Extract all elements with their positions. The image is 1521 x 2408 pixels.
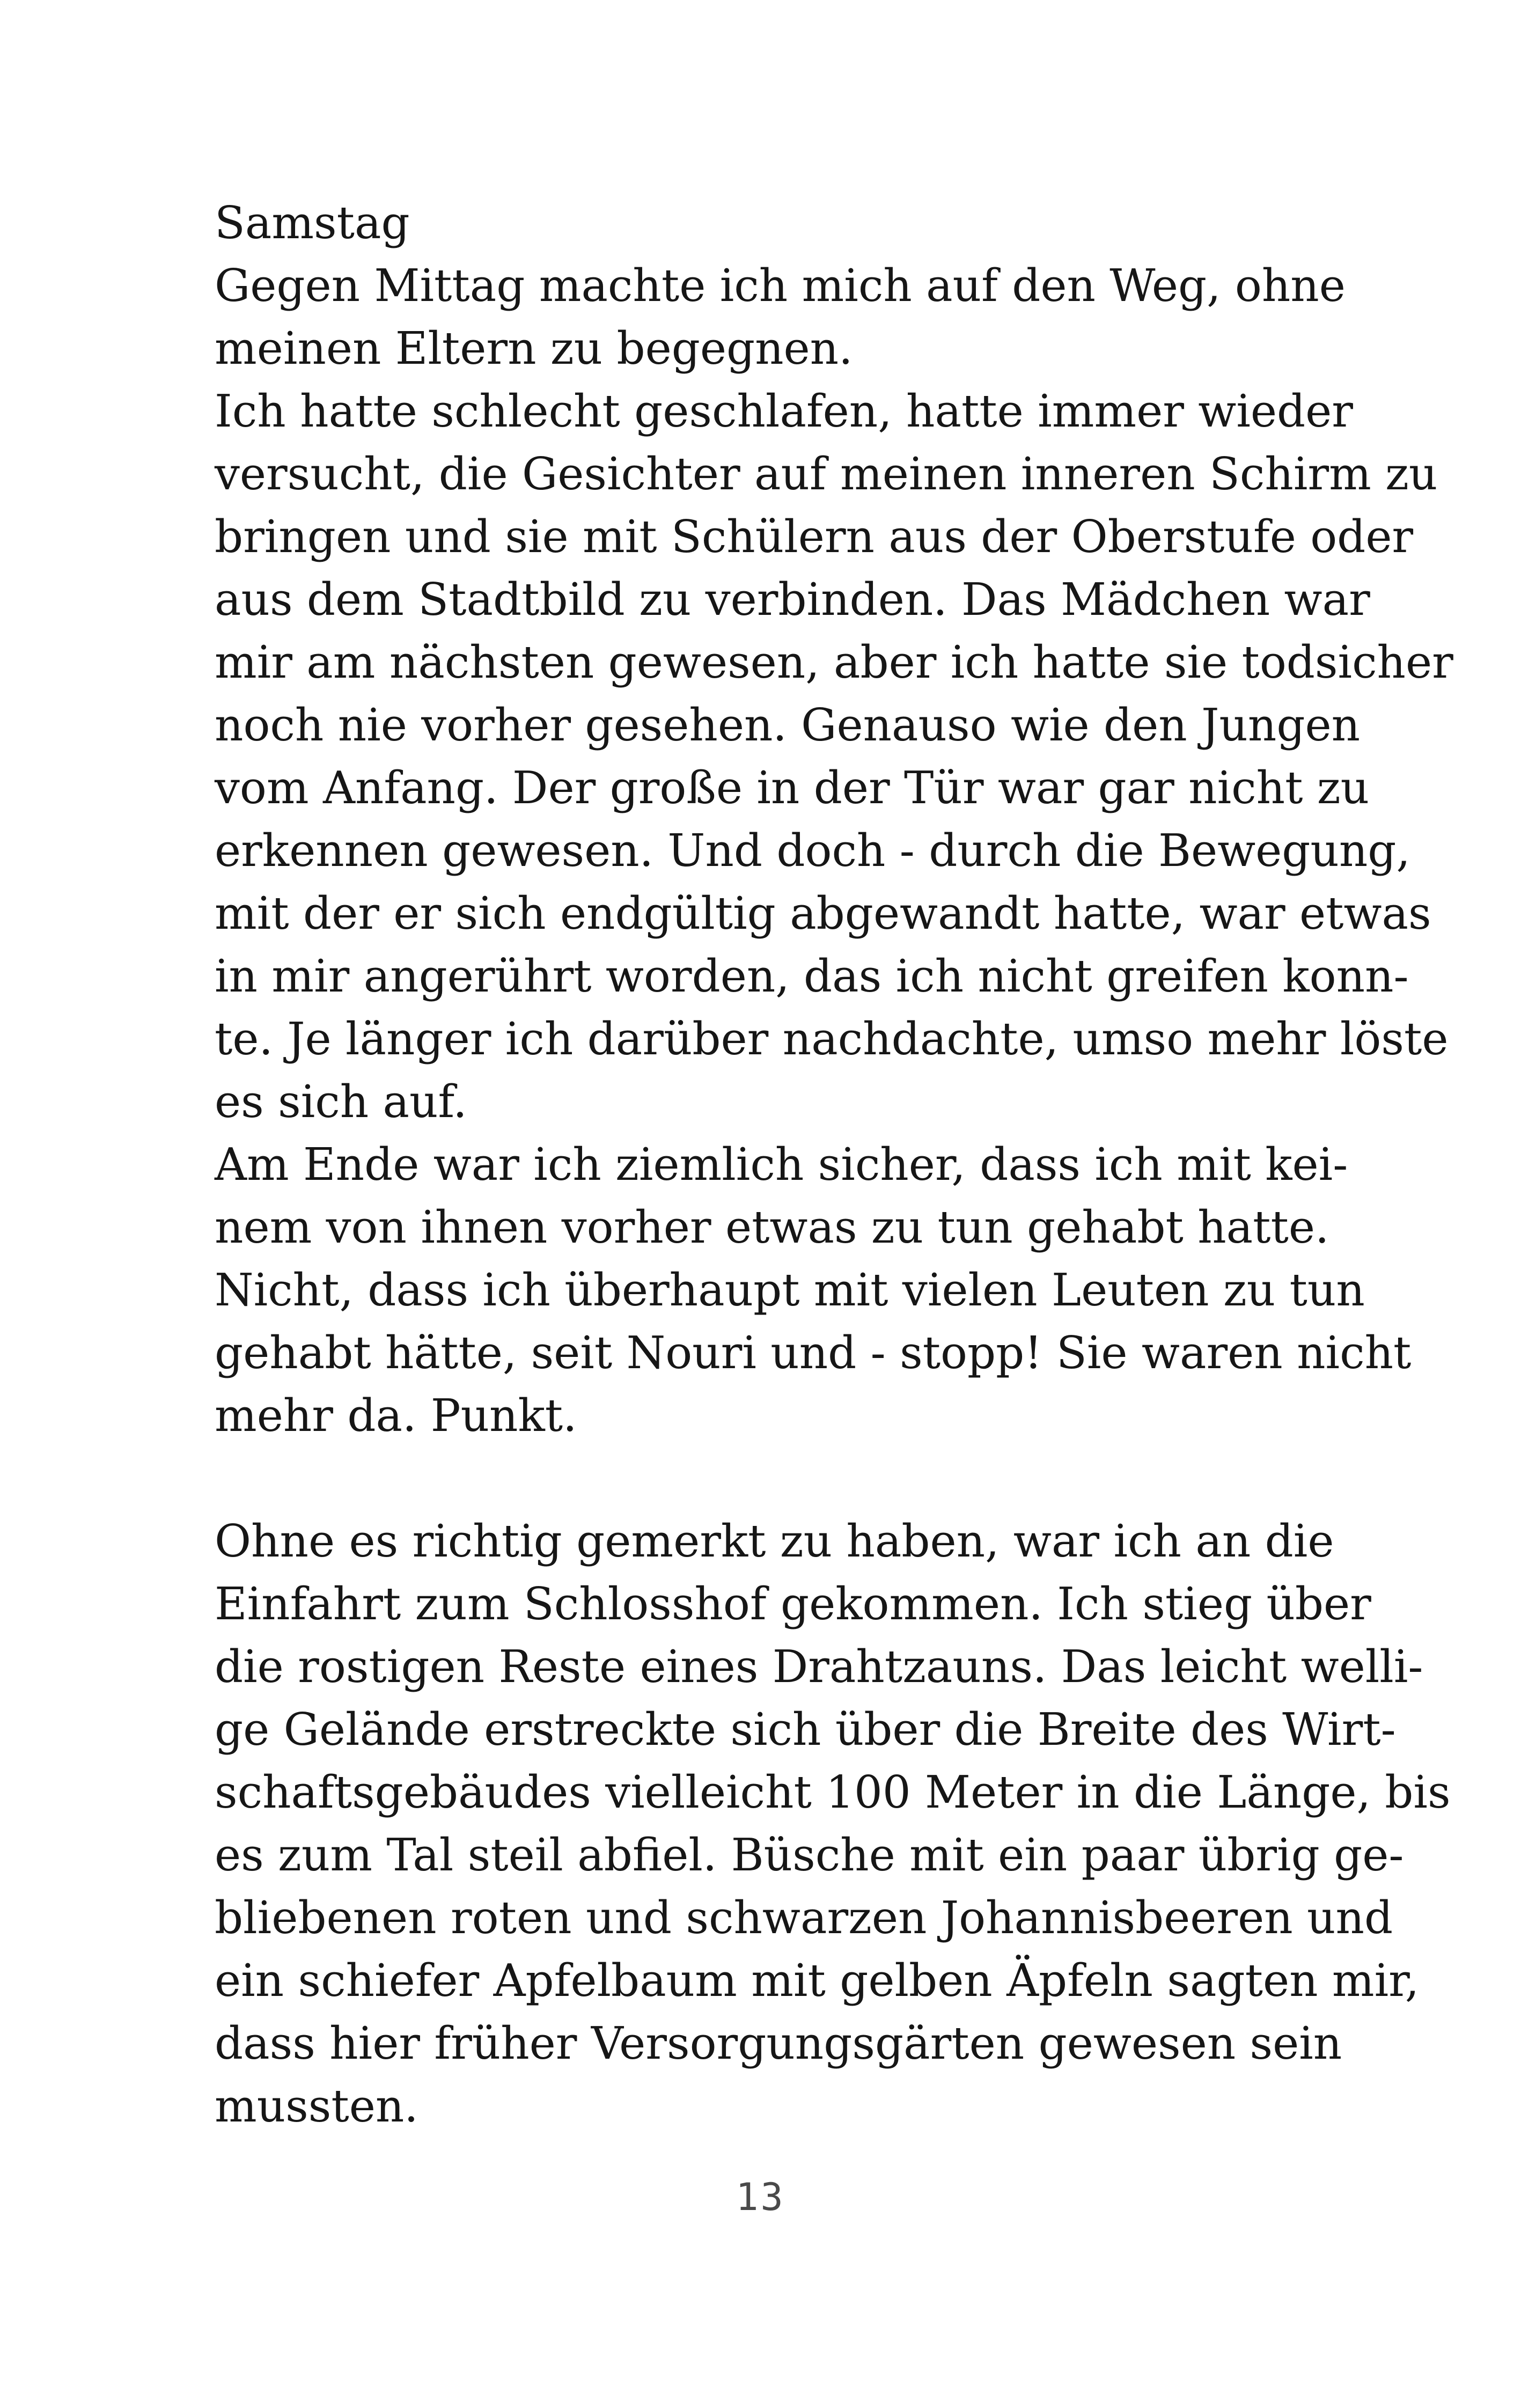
text-line: mehr da. Punkt. <box>215 1390 577 1442</box>
text-line: es zum Tal steil abfiel. Büsche mit ein paar übrig ge- <box>215 1829 1404 1881</box>
text-line: die rostigen Reste eines Drahtzauns. Das leicht welli- <box>215 1641 1423 1693</box>
text-line: mir am nächsten gewesen, aber ich hatte sie todsicher <box>215 636 1453 688</box>
paragraph-4 <box>215 1510 1451 2138</box>
text-line: Samstag <box>215 197 410 249</box>
text-line: Einfahrt zum Schlosshof gekommen. Ich stieg über <box>215 1578 1371 1630</box>
body-text <box>215 192 1453 2138</box>
text-line: Ohne es richtig gemerkt zu haben, war ich an die <box>215 1515 1334 1567</box>
text-line: versucht, die Gesichter auf meinen inneren Schirm zu <box>215 448 1438 500</box>
text-line: gehabt hätte, seit Nouri und - stopp! Sie waren nicht <box>215 1327 1412 1379</box>
text-line: te. Je länger ich darüber nachdachte, umso mehr löste <box>215 1013 1449 1065</box>
text-line: Ich hatte schlecht geschlafen, hatte immer wieder <box>215 385 1353 437</box>
text-line: ge Gelände erstreckte sich über die Breite des Wirt- <box>215 1704 1396 1756</box>
text-line: bringen und sie mit Schülern aus der Oberstufe oder <box>215 511 1414 563</box>
text-line: es sich auf. <box>215 1076 467 1128</box>
text-line: Gegen Mittag machte ich mich auf den Weg, ohne <box>215 260 1346 312</box>
text-line: vom Anfang. Der große in der Tür war gar nicht zu <box>215 762 1370 814</box>
text-line: in mir angerührt worden, das ich nicht greifen konn- <box>215 950 1409 1002</box>
paragraph-3 <box>215 1133 1412 1447</box>
text-line: erkennen gewesen. Und doch - durch die Bewegung, <box>215 825 1410 877</box>
text-line: Nicht, dass ich überhaupt mit vielen Leuten zu tun <box>215 1264 1365 1316</box>
text-line: noch nie vorher gesehen. Genauso wie den Jungen <box>215 699 1361 751</box>
text-line: meinen Eltern zu begegnen. <box>215 322 853 375</box>
paragraph-2 <box>215 380 1453 1133</box>
text-line: dass hier früher Versorgungsgärten gewesen sein <box>215 2017 1342 2069</box>
text-line: bliebenen roten und schwarzen Johannisbeeren und <box>215 1892 1393 1944</box>
paragraph-1 <box>215 192 1346 380</box>
text-line: Am Ende war ich ziemlich sicher, dass ich mit kei- <box>215 1139 1348 1191</box>
text-line: ein schiefer Apfelbaum mit gelben Äpfeln sagten mir, <box>215 1955 1420 2007</box>
text-line: nem von ihnen vorher etwas zu tun gehabt hatte. <box>215 1201 1329 1253</box>
paragraph-spacer <box>215 1447 1316 1510</box>
text-line: mussten. <box>215 2080 418 2132</box>
text-line: mit der er sich endgültig abgewandt hatte, war etwas <box>215 887 1431 939</box>
text-line: aus dem Stadtbild zu verbinden. Das Mädchen war <box>215 574 1370 626</box>
text-line: schaftsgebäudes vielleicht 100 Meter in die Länge, bis <box>215 1766 1451 1818</box>
page-number: 13 <box>736 2175 785 2219</box>
